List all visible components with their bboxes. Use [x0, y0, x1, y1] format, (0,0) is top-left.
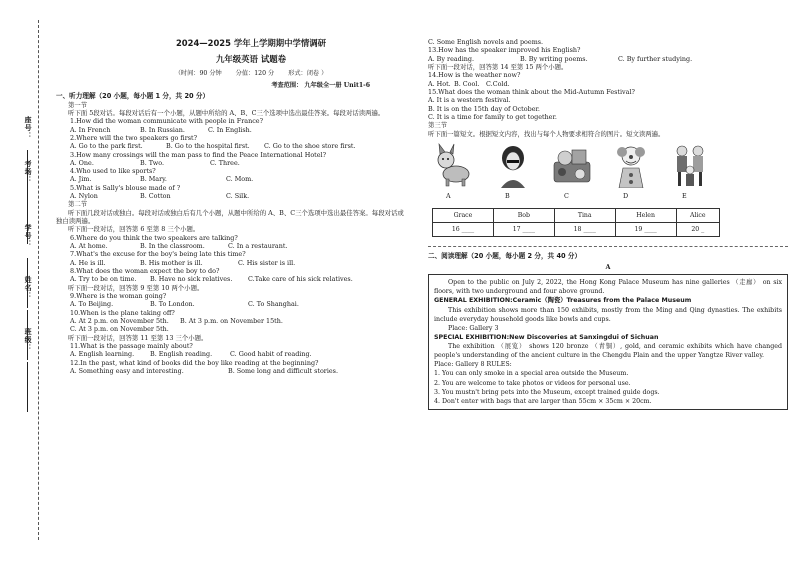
table-row: [433, 209, 720, 223]
answer-blank[interactable]: 18 ____: [554, 223, 615, 237]
name-cell: Alice: [676, 209, 719, 223]
option[interactable]: B. In Russian.: [140, 125, 185, 134]
binding-strip: [0, 0, 52, 562]
exam-subtitle: 九年级英语 试题卷: [216, 53, 286, 64]
question-6: 6.Where do you think the two speakers are talking?: [70, 233, 238, 242]
exam-title: 2024—2025 学年上学期期中学情调研: [175, 38, 327, 48]
rule-1: 1. You can only smoke in a special area outside the Museum.: [434, 370, 629, 378]
option[interactable]: A. At 2 p.m. on November 5th.: [70, 317, 169, 326]
seat-label: 座号：: [24, 116, 34, 140]
question-10-options-c: [70, 325, 406, 333]
option[interactable]: A. By reading.: [428, 54, 475, 63]
option[interactable]: B. It is on the 15th day of October.: [428, 104, 540, 113]
listen-group-6-8: 听下面一段对话，回答第 6 至第 8 三个小题。: [68, 225, 200, 234]
picture-b-label: B: [505, 191, 510, 200]
option[interactable]: A. Nylon: [70, 192, 98, 201]
student-id-label: 学号：: [24, 224, 34, 248]
question-7: 7.What's the excuse for the boy's being late this time?: [70, 250, 246, 259]
option[interactable]: A. To Beijing.: [70, 300, 114, 309]
question-5: 5.What is Sally's blouse made of ?: [70, 183, 181, 192]
question-6-options: [70, 242, 406, 250]
answer-blank[interactable]: 16 ____: [433, 223, 494, 237]
question-15: 15.What does the woman think about the Mid-Autumn Festival?: [428, 87, 635, 96]
listen-group-11-13: 听下面一段对话，回答第 11 至第 13 三个小题。: [68, 333, 208, 342]
picture-e-label: E: [682, 191, 687, 200]
option[interactable]: B. Go to the hospital first.: [166, 142, 250, 151]
left-column: [56, 38, 406, 375]
clown-icon: [611, 142, 651, 188]
option[interactable]: B. In the classroom.: [140, 242, 205, 251]
class-blank[interactable]: [27, 362, 28, 412]
answer-blank[interactable]: 17 ____: [493, 223, 554, 237]
part1-instructions: 听下面 5段对话。每段对话后有一个小题，从题中所给的 A、B、C三个选项中选出最佳答案。每段对话读两遍。: [68, 108, 385, 117]
option[interactable]: A. One.: [70, 158, 94, 167]
answer-blank[interactable]: 20 _: [676, 223, 719, 237]
right-column: [428, 38, 788, 410]
option[interactable]: C. It is a time for family to get together.: [428, 112, 557, 121]
part2-instructions: 听下面几段对话或独白。每段对话或独白后有几个小题，从题中所给的 A、B、C三个选项中选出最佳答案。每段对话或独白读两遍。: [56, 208, 404, 226]
option[interactable]: B. Cotton: [140, 192, 171, 201]
question-9: 9.Where is the woman going?: [70, 292, 167, 301]
question-1-options: [70, 126, 406, 134]
family-icon: [670, 142, 710, 188]
question-5-options: [70, 192, 406, 200]
general-exhibition-heading: GENERAL EXHIBITION:Ceramic（陶瓷）Treasures from the Palace Museum: [434, 297, 692, 305]
exam-time: （时间：90 分钟: [174, 69, 222, 77]
question-8-options: [70, 275, 406, 283]
option[interactable]: C. To Shanghai.: [248, 300, 299, 309]
picture-e[interactable]: [670, 142, 710, 200]
special-exhibition-place: Place: Gallery 8 RULES:: [434, 361, 512, 369]
rule-4: 4. Don't enter with bags that are larger than 55cm × 35cm × 20cm.: [434, 397, 652, 405]
option[interactable]: C. Three.: [210, 158, 240, 167]
listen-group-9-10: 听下面一段对话，回答第 9 至第 10 两个小题。: [68, 283, 204, 292]
exam-form: 形式：闭卷 ）: [288, 69, 328, 77]
question-12-option-c: [428, 38, 788, 46]
corgi-dog-icon: [434, 142, 474, 188]
name-cell: Grace: [433, 209, 494, 223]
option[interactable]: B. To London.: [150, 300, 195, 309]
question-13: 13.How has the speaker improved his English?: [428, 46, 581, 55]
option[interactable]: A. It is a western festival.: [428, 96, 511, 105]
listen-group-14-15: 听下面一段对话，回答第 14 至第 15 两个小题。: [428, 62, 568, 71]
option[interactable]: C. Go to the shoe store first.: [264, 142, 356, 151]
picture-c[interactable]: [552, 142, 592, 200]
option[interactable]: A. Hot.: [428, 79, 451, 88]
question-4: 4.Who used to like sports?: [70, 167, 156, 176]
picture-b[interactable]: [493, 142, 533, 200]
option[interactable]: B. Have no sick relatives.: [150, 275, 233, 284]
picture-d[interactable]: [611, 142, 651, 200]
section-reading-heading: 二、阅读理解（20 小题，每小题 2 分，共 40 分）: [428, 252, 582, 261]
option[interactable]: C. Good habit of reading.: [230, 350, 312, 359]
special-exhibition-heading: SPECIAL EXHIBITION:New Discoveries at Sanxingdui of Sichuan: [434, 333, 659, 341]
option[interactable]: A. English learning.: [70, 350, 135, 359]
class-label: 班级：: [24, 328, 34, 352]
exam-room-label: 考场：: [24, 160, 34, 184]
name-label: 姓名：: [24, 276, 34, 300]
table-row: [433, 223, 720, 237]
option[interactable]: B. Cool.: [454, 79, 480, 88]
question-14: 14.How is the weather now?: [428, 71, 521, 80]
option[interactable]: B. His mother is ill.: [140, 258, 203, 267]
question-10: 10.When is the plane taking off?: [70, 308, 175, 317]
part2-heading: 第二节: [68, 200, 88, 209]
part1-heading: 第一节: [68, 100, 88, 109]
name-cell: Bob: [493, 209, 554, 223]
exam-meta: [96, 70, 406, 78]
option[interactable]: B. Some long and difficult stories.: [228, 367, 338, 376]
exam-scope: 考查范围： 九年级全一册 Unit1-6: [271, 81, 370, 89]
picture-row: [434, 142, 788, 200]
question-1: 1.How did the woman communicate with people in France?: [70, 117, 263, 126]
woman-portrait-icon: [493, 142, 533, 188]
question-11: 11.What is the passage mainly about?: [70, 342, 193, 351]
passage-a-label: A: [605, 262, 611, 271]
option[interactable]: B. Two.: [140, 158, 165, 167]
question-14-options: [428, 80, 788, 88]
option[interactable]: A. Try to be on time.: [70, 275, 137, 284]
option[interactable]: C. By further studying.: [618, 54, 693, 63]
option[interactable]: C. Some English novels and poems.: [428, 38, 544, 46]
picture-d-label: D: [623, 191, 629, 200]
matching-table: [432, 208, 720, 237]
question-10-options: [70, 317, 406, 325]
question-4-options: [70, 175, 406, 183]
option[interactable]: A. Go to the park first.: [70, 142, 143, 151]
part3-heading: 第三节: [428, 121, 448, 130]
option[interactable]: A. At home.: [70, 242, 108, 251]
option[interactable]: C. At 3 p.m. on November 5th.: [70, 325, 169, 334]
part3-instructions: 听下面一篇短文。根据短文内容，找出与每个人物要求相符合的图片。短文读两遍。: [428, 129, 665, 138]
question-2-options: [70, 142, 406, 150]
rule-2: 2. You are welcome to take photos or videos for personal use.: [434, 379, 631, 387]
option[interactable]: C.Cold.: [486, 79, 510, 88]
option[interactable]: A. He is ill.: [70, 258, 106, 267]
section-divider: [428, 246, 788, 247]
question-11-options: [70, 350, 406, 358]
option[interactable]: A. Jim.: [70, 175, 92, 184]
option[interactable]: C.Take care of his sick relatives.: [248, 275, 353, 284]
option[interactable]: C. Silk.: [226, 192, 250, 201]
question-13-options: [428, 55, 788, 63]
class-field: [14, 328, 54, 418]
question-3-options: [70, 159, 406, 167]
section-listening-heading: 一、听力理解（20 小题，每小题 1 分，共 20 分）: [56, 91, 210, 100]
picture-c-label: C: [564, 191, 569, 200]
option[interactable]: B. By writing poems.: [520, 54, 588, 63]
option[interactable]: C. His sister is ill.: [238, 258, 296, 267]
general-exhibition-body: This exhibition shows more than 150 exhibits, mostly from the Ming and Qing dynasties. The exhibits include everyday household goods like bowls and cups.: [434, 306, 782, 323]
name-cell: Helen: [615, 209, 676, 223]
option[interactable]: C. Mom.: [226, 175, 254, 184]
question-2: 2.Where will the two speakers go first?: [70, 133, 198, 142]
answer-blank[interactable]: 19 ____: [615, 223, 676, 237]
option[interactable]: C. In English.: [208, 125, 252, 134]
name-cell: Tina: [554, 209, 615, 223]
option[interactable]: B. English reading.: [150, 350, 213, 359]
rule-3: 3. You mustn't bring pets into the Museum, except trained guide dogs.: [434, 388, 660, 396]
passage-a: [428, 274, 788, 410]
option[interactable]: A. Something easy and interesting.: [70, 367, 184, 376]
picture-a[interactable]: [434, 142, 474, 200]
exam-score: 分值：120 分: [235, 69, 275, 77]
special-exhibition-body: The exhibition （展览） shows 120 bronze （青铜）, gold, and ceramic exhibits which have changed people's understanding of the ancient culture in the Chengdu Plain and the upper Yangtze River valley.: [434, 343, 782, 360]
question-9-options: [70, 300, 406, 308]
toys-pile-icon: [552, 142, 592, 188]
question-8: 8.What does the woman expect the boy to do?: [70, 267, 220, 276]
question-12-options: [70, 367, 406, 375]
question-7-options: [70, 259, 406, 267]
passage-intro: Open to the public on July 2, 2022, the Hong Kong Palace Museum has nine galleries （走廊） on six floors, with two underground and four above ground.: [434, 279, 782, 296]
question-3: 3.How many crossings will the man pass to find the Peace International Hotel?: [70, 150, 327, 159]
question-12: 12.In the past, what kind of books did the boy like reading at the beginning?: [70, 358, 319, 367]
option[interactable]: C. In a restaurant.: [228, 242, 288, 251]
option[interactable]: A. In French: [70, 125, 111, 134]
picture-a-label: A: [446, 191, 451, 200]
option[interactable]: B. Mary.: [140, 175, 167, 184]
general-exhibition-place: Place: Gallery 3: [448, 324, 499, 332]
option[interactable]: B. At 3 p.m. on November 15th.: [180, 317, 283, 326]
